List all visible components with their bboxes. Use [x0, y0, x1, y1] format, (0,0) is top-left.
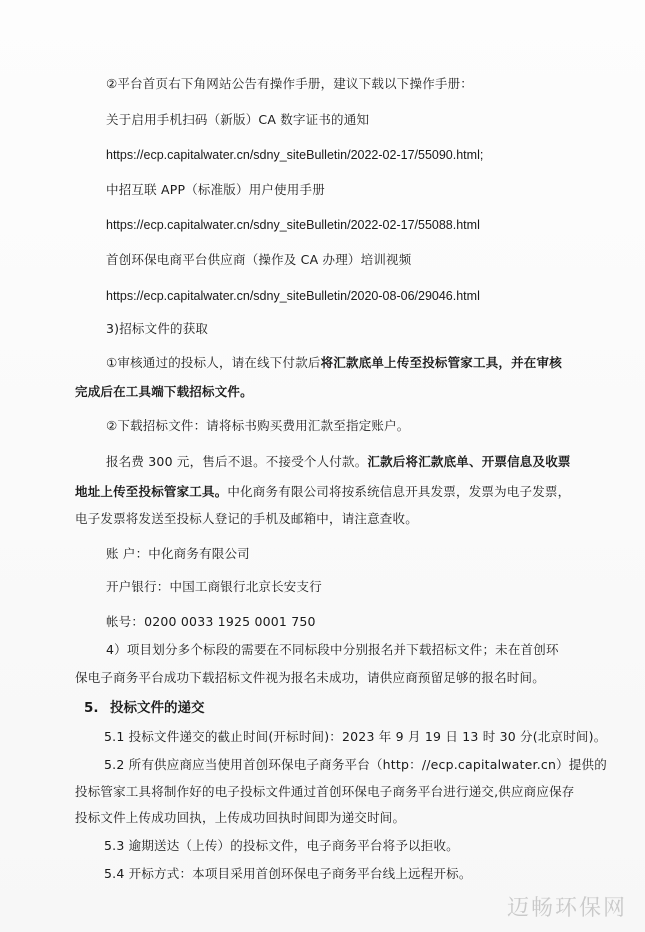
text-line: 完成后在工具端下载招标文件。 [75, 384, 253, 399]
text-line [106, 355, 562, 371]
text-line: 保电子商务平台成功下载招标文件视为报名未成功，请供应商预留足够的报名时间。 [75, 670, 545, 685]
text-line: 5.3 逾期送达（上传）的投标文件，电子商务平台将予以拒收。 [104, 838, 459, 853]
bold-span: 地址上传至投标管家工具。 [75, 484, 228, 499]
text-line [75, 484, 570, 500]
text-line: 4）项目划分多个标段的需要在不同标段中分别报名并下载招标文件；未在首创环 [106, 642, 559, 657]
account-number: 帐号：0200 0033 1925 0001 750 [106, 614, 316, 629]
bold-span: 汇款后将汇款底单、开票信息及收票 [367, 454, 571, 469]
url-line: https://ecp.capitalwater.cn/sdny_siteBulletin/2022-02-17/55090.html; [106, 148, 484, 162]
text-line: 中招互联 APP（标准版）用户使用手册 [106, 182, 325, 197]
text-line [106, 454, 571, 470]
text-line: 5.4 开标方式：本项目采用首创环保电子商务平台线上远程开标。 [104, 866, 472, 881]
text-line: ②下载招标文件：请将标书购买费用汇款至指定账户。 [106, 418, 410, 433]
text-line: 首创环保电商平台供应商（操作及 CA 办理）培训视频 [106, 252, 412, 267]
url-line: https://ecp.capitalwater.cn/sdny_siteBulletin/2020-08-06/29046.html [106, 289, 480, 303]
section-heading [84, 699, 205, 717]
text-span: ①审核通过的投标人，请在线下付款后 [106, 355, 321, 370]
section-title: 投标文件的递交 [110, 700, 205, 716]
text-line: 5.1 投标文件递交的截止时间(开标时间)：2023 年 9 月 19 日 13 时 30 分(北京时间)。 [104, 729, 607, 744]
text-line: 投标管家工具将制作好的电子投标文件通过首创环保电子商务平台进行递交,供应商应保存 [75, 784, 575, 799]
bold-span: 将汇款底单上传至投标管家工具，并在审核 [320, 355, 562, 370]
text-line: ②平台首页右下角网站公告有操作手册，建议下载以下操作手册： [106, 76, 474, 91]
text-span: 报名费 300 元，售后不退。不接受个人付款。 [106, 454, 368, 469]
bank-name: 开户银行：中国工商银行北京长安支行 [106, 579, 322, 594]
url-line: https://ecp.capitalwater.cn/sdny_siteBulletin/2022-02-17/55088.html [106, 218, 480, 232]
subheading: 3)招标文件的获取 [106, 321, 209, 336]
section-number: 5. [84, 700, 99, 716]
account-name: 账 户：中化商务有限公司 [106, 546, 250, 561]
text-line: 5.2 所有供应商应当使用首创环保电子商务平台（http：//ecp.capitalwater.cn）提供的 [104, 757, 607, 772]
text-line: 电子发票将发送至投标人登记的手机及邮箱中，请注意查收。 [75, 511, 418, 526]
text-line: 投标文件上传成功回执，上传成功回执时间即为递交时间。 [75, 810, 406, 825]
watermark: 迈畅环保网 [506, 896, 627, 921]
text-line: 关于启用手机扫码（新版）CA 数字证书的通知 [106, 112, 370, 127]
text-span: 中化商务有限公司将按系统信息开具发票，发票为电子发票， [227, 484, 571, 499]
